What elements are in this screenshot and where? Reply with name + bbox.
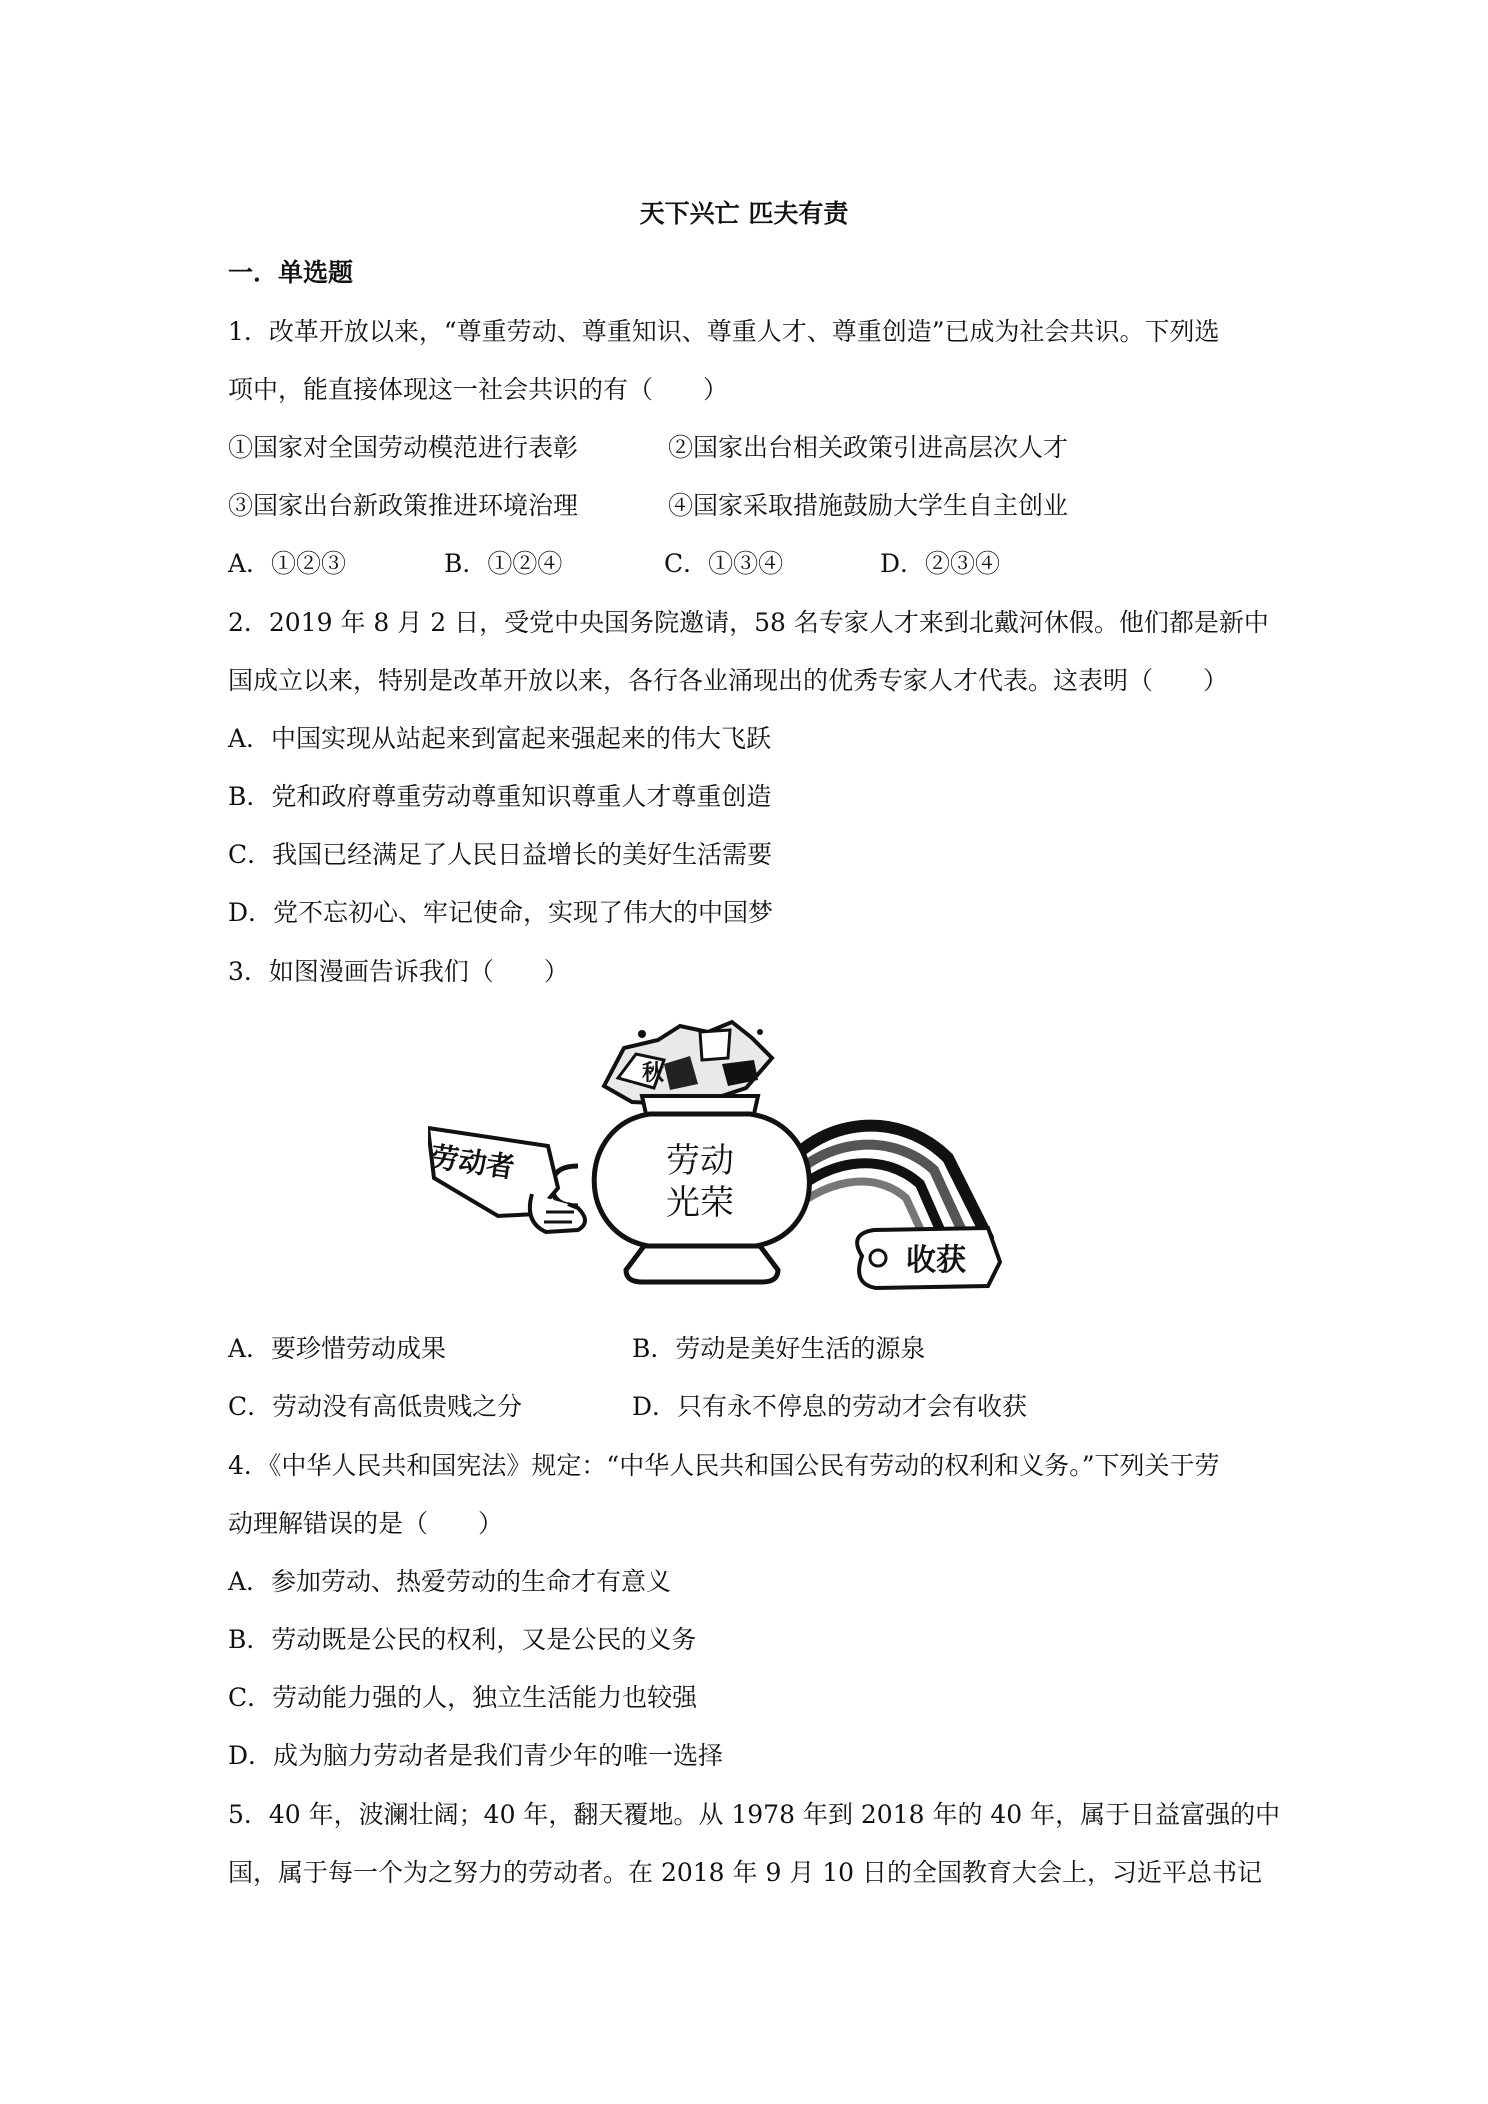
question-1-statement-3: ③国家出台新政策推进环境治理: [228, 491, 579, 520]
question-4-stem-line-2: 动理解错误的是（ ）: [228, 1509, 504, 1538]
question-3-option-d: D．只有永不停息的劳动才会有收获: [632, 1392, 1028, 1421]
question-2-option-b: B．党和政府尊重劳动尊重知识尊重人才尊重创造: [228, 782, 772, 811]
question-1-statement-1: ①国家对全国劳动模范进行表彰: [228, 433, 579, 462]
question-2-stem-line-2: 国成立以来，特别是改革开放以来，各行各业涌现出的优秀专家人才代表。这表明（ ）: [228, 666, 1229, 695]
question-3-option-c: C．劳动没有高低贵贱之分: [228, 1392, 523, 1421]
laborer-hand: [428, 1128, 585, 1232]
laborer-label: 劳动者: [428, 1140, 517, 1185]
harvest-pile-label: 秋: [642, 1061, 665, 1086]
question-3-stem: 3．如图漫画告诉我们（ ）: [228, 957, 569, 986]
question-1-statement-2: ②国家出台相关政策引进高层次人才: [668, 433, 1069, 462]
pot-label-line-1: 劳动: [666, 1141, 734, 1181]
pot-label-line-2: 光荣: [666, 1183, 734, 1223]
question-2-option-d: D．党不忘初心、牢记使命，实现了伟大的中国梦: [228, 898, 774, 927]
question-1-option-d: D．②③④: [880, 549, 1001, 578]
question-2-option-c: C．我国已经满足了人民日益增长的美好生活需要: [228, 840, 773, 869]
harvest-pile: [604, 1022, 772, 1104]
question-4-option-c: C．劳动能力强的人，独立生活能力也较强: [228, 1683, 698, 1712]
harvest-tag-label: 收获: [906, 1243, 966, 1278]
question-4-stem-line-1: 4．《中华人民共和国宪法》规定：“中华人民共和国公民有劳动的权利和义务。”下列关于劳: [228, 1451, 1220, 1480]
section-heading: 一．单选题: [228, 258, 354, 287]
question-1-option-b: B．①②④: [444, 549, 563, 578]
question-2-stem-line-1: 2．2019 年 8 月 2 日，受党中央国务院邀请，58 名专家人才来到北戴河休假。他们都是新中: [228, 608, 1269, 637]
harvest-tag: [857, 1228, 1000, 1288]
question-2-option-a: A．中国实现从站起来到富起来强起来的伟大飞跃: [228, 724, 772, 753]
question-1-statement-4: ④国家采取措施鼓励大学生自主创业: [668, 491, 1069, 520]
question-1-option-c: C．①③④: [664, 549, 784, 578]
labor-pot: [552, 1096, 809, 1282]
question-4-option-b: B．劳动既是公民的权利，又是公民的义务: [228, 1625, 697, 1654]
question-5-stem-line-1: 5．40 年，波澜壮阔；40 年，翻天覆地。从 1978 年到 2018 年的 40 年，属于日益富强的中: [228, 1800, 1281, 1829]
question-3-option-a: A．要珍惜劳动成果: [228, 1334, 447, 1363]
question-1-option-a: A．①②③: [228, 549, 347, 578]
labor-cartoon-image: [428, 1018, 1004, 1294]
question-3-option-b: B．劳动是美好生活的源泉: [632, 1334, 926, 1363]
question-5-stem-line-2: 国，属于每一个为之努力的劳动者。在 2018 年 9 月 10 日的全国教育大会上，习近平总书记: [228, 1858, 1263, 1887]
question-1-stem-line-2: 项中，能直接体现这一社会共识的有（ ）: [228, 375, 729, 404]
page-title: 天下兴亡 匹夫有责: [639, 199, 849, 228]
question-1-stem-line-1: 1．改革开放以来，“尊重劳动、尊重知识、尊重人才、尊重创造”已成为社会共识。下列选: [228, 317, 1220, 346]
question-4-option-d: D．成为脑力劳动者是我们青少年的唯一选择: [228, 1741, 724, 1770]
question-4-option-a: A．参加劳动、热爱劳动的生命才有意义: [228, 1567, 672, 1596]
